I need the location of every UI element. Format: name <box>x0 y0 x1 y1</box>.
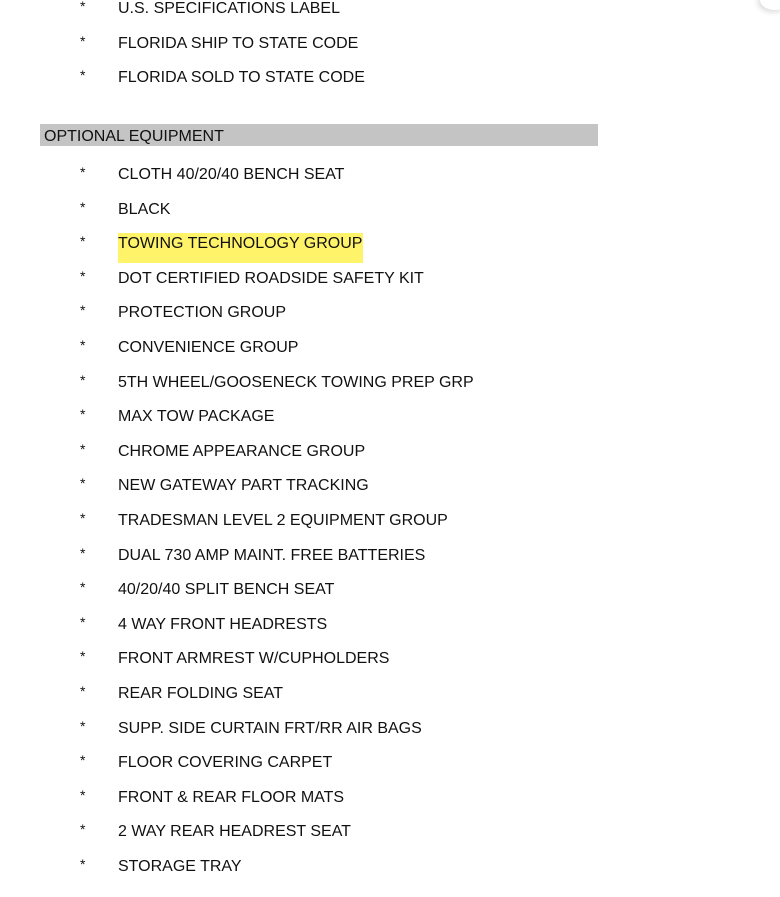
bullet-marker: * <box>80 267 86 284</box>
item-label: CLOTH 40/20/40 BENCH SEAT <box>118 166 345 183</box>
item-label: TRADESMAN LEVEL 2 EQUIPMENT GROUP <box>118 511 448 529</box>
item-label: SUPP. SIDE CURTAIN FRT/RR AIR BAGS <box>118 719 422 737</box>
bullet-marker: * <box>80 752 86 769</box>
item-label: MAX TOW PACKAGE <box>118 408 275 426</box>
item-label: CONVENIENCE GROUP <box>118 338 299 356</box>
item-label: 40/20/40 SPLIT BENCH SEAT <box>118 581 335 599</box>
bullet-marker: * <box>80 0 86 14</box>
item-label: FLOOR COVERING CARPET <box>118 754 333 772</box>
section-header-optional-equipment: OPTIONAL EQUIPMENT <box>40 124 598 146</box>
bullet-marker: * <box>80 198 86 215</box>
item-label: DOT CERTIFIED ROADSIDE SAFETY KIT <box>118 269 424 287</box>
item-label: 2 WAY REAR HEADREST SEAT <box>118 823 351 841</box>
item-label: NEW GATEWAY PART TRACKING <box>118 477 369 495</box>
bullet-marker: * <box>80 67 86 84</box>
item-label: PROTECTION GROUP <box>118 304 287 322</box>
bullet-marker: * <box>80 509 86 526</box>
bullet-marker: * <box>80 336 86 353</box>
bullet-marker: * <box>80 371 86 388</box>
bullet-marker: * <box>80 164 86 180</box>
bullet-marker: * <box>80 579 86 596</box>
bullet-marker: * <box>80 682 86 699</box>
item-label: DUAL 730 AMP MAINT. FREE BATTERIES <box>118 546 426 564</box>
item-label-highlighted: TOWING TECHNOLOGY GROUP <box>118 233 363 263</box>
item-label: 5TH WHEEL/GOOSENECK TOWING PREP GRP <box>118 373 474 391</box>
bullet-marker: * <box>80 855 86 872</box>
item-label: FLORIDA SHIP TO STATE CODE <box>118 34 359 52</box>
bullet-marker: * <box>80 32 86 49</box>
bullet-marker: * <box>80 302 86 319</box>
item-label: STORAGE TRAY <box>118 857 242 875</box>
page-corner-shadow <box>760 0 780 10</box>
item-label: FRONT ARMREST W/CUPHOLDERS <box>118 650 390 668</box>
item-label: CHROME APPEARANCE GROUP <box>118 442 366 460</box>
bullet-marker: * <box>80 786 86 803</box>
item-label: 4 WAY FRONT HEADRESTS <box>118 615 328 633</box>
bullet-marker: * <box>80 821 86 838</box>
item-label: REAR FOLDING SEAT <box>118 684 284 702</box>
bullet-marker: * <box>80 440 86 457</box>
item-label: U.S. SPECIFICATIONS LABEL <box>118 0 340 17</box>
bullet-marker: * <box>80 544 86 561</box>
bullet-marker: * <box>80 717 86 734</box>
item-label: FRONT & REAR FLOOR MATS <box>118 788 345 806</box>
item-label: FLORIDA SOLD TO STATE CODE <box>118 69 365 87</box>
bullet-marker: * <box>80 613 86 630</box>
bullet-marker: * <box>80 233 86 250</box>
bullet-marker: * <box>80 406 86 423</box>
item-label: BLACK <box>118 200 171 218</box>
bullet-marker: * <box>80 648 86 665</box>
bullet-marker: * <box>80 475 86 492</box>
